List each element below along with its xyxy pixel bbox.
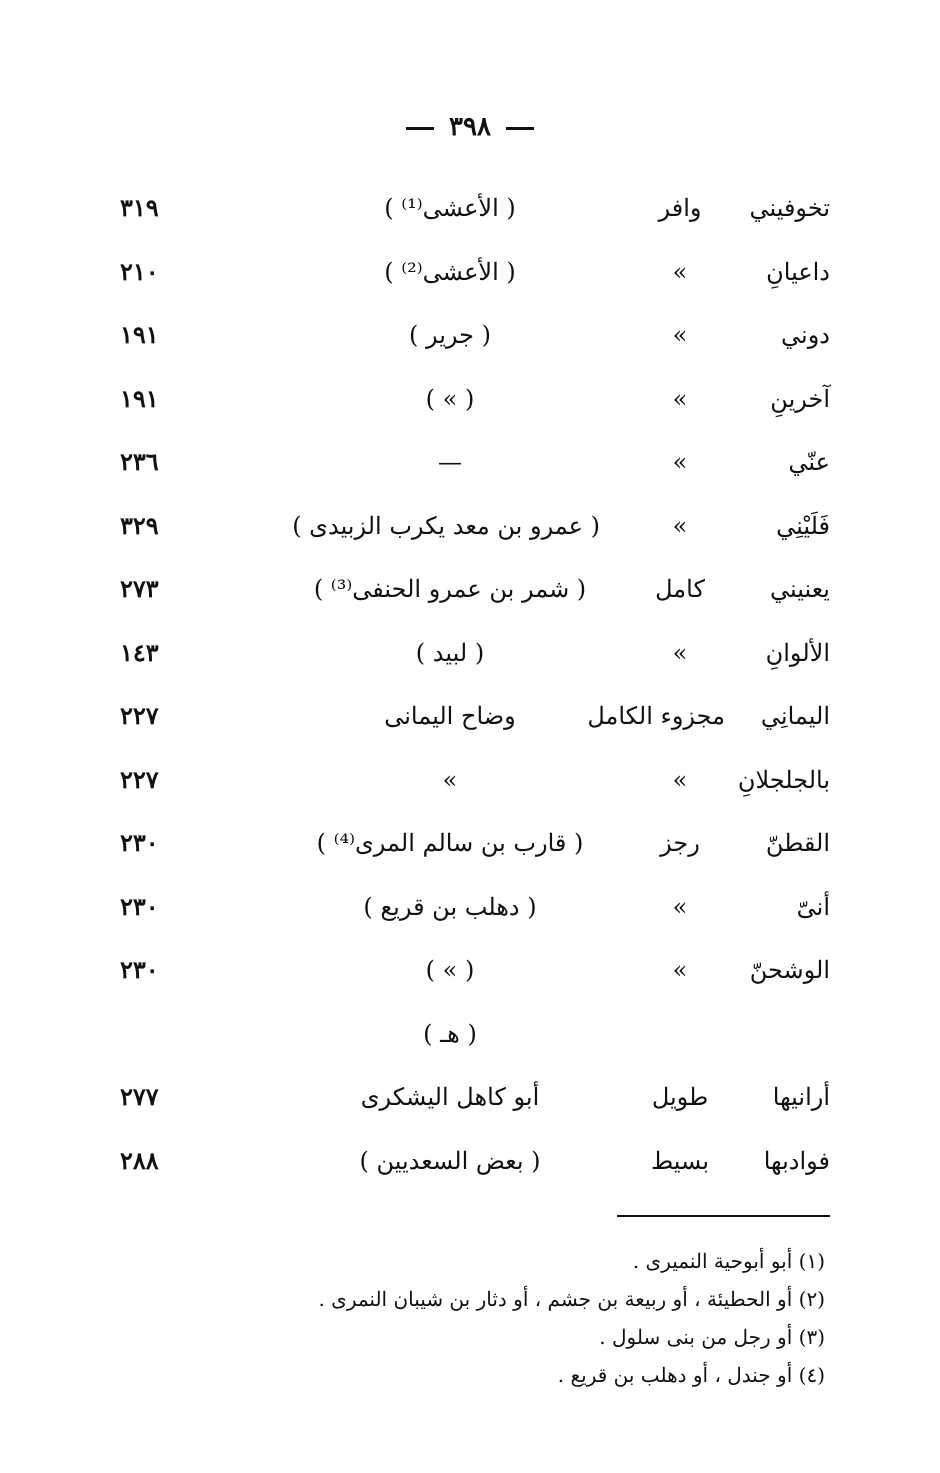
meter: » — [672, 511, 688, 540]
rhyme-word: دوني — [781, 321, 830, 349]
rhyme-word: فَلَيْنِي — [776, 511, 830, 540]
page-ref: ٢٣٠ — [120, 955, 159, 984]
rhyme-word: يعنيني — [770, 575, 830, 603]
index-row — [120, 1069, 830, 1133]
footnote-separator — [617, 1215, 830, 1217]
poet: ( شمر بن عمرو الحنفى⁽³⁾ ) — [313, 575, 587, 603]
page-ref: ٢٧٣ — [120, 574, 159, 603]
page-ref: ٣١٩ — [120, 193, 159, 222]
meter: » — [672, 257, 688, 286]
meter: كامل — [655, 575, 705, 603]
section-heading: ( هـ ) — [423, 1019, 477, 1048]
meter: بسيط — [650, 1146, 710, 1175]
index-row — [120, 625, 830, 689]
poet: ( بعض السعديين ) — [359, 1146, 541, 1175]
page-ref: ١٩١ — [120, 383, 159, 413]
index-row — [120, 815, 830, 879]
page-ref: ٢١٠ — [120, 256, 159, 286]
footnote-3: (٣) أو رجل من بنى سلول . — [599, 1325, 825, 1349]
footnotes — [265, 1242, 825, 1394]
rhyme-word: فوادبها — [763, 1146, 830, 1175]
poet: ( دهلب بن قريع ) — [363, 892, 537, 921]
page-ref: ١٩١ — [120, 320, 159, 349]
index-row — [120, 371, 830, 435]
index-row — [120, 180, 830, 244]
meter: » — [672, 765, 688, 794]
page-number — [0, 112, 940, 142]
meter: » — [672, 321, 688, 349]
rhyme-word: اليمانِي — [760, 702, 830, 730]
index-row — [120, 879, 830, 943]
rhyme-word: بالجلجلانِ — [737, 765, 830, 794]
rhyme-word: آخرينِ — [770, 384, 830, 413]
page-ref: ٢٧٧ — [120, 1082, 159, 1111]
poet: — — [438, 448, 462, 476]
meter: » — [672, 956, 688, 984]
index-row — [120, 688, 830, 752]
meter: طويل — [651, 1083, 709, 1111]
poet: ( عمرو بن معد يكرب الزبيدى ) — [292, 511, 600, 540]
footnote-1: (١) أبو أبوحية النميرى . — [632, 1249, 825, 1273]
meter: رجز — [660, 829, 700, 857]
page-ref: ٢٨٨ — [120, 1145, 159, 1175]
poet: ( قارب بن سالم المرى⁽⁴⁾ ) — [316, 829, 584, 857]
rhyme-word: داعيانِ — [766, 257, 830, 286]
section-heading-row — [120, 1006, 830, 1070]
page-ref: ٢٢٧ — [120, 701, 159, 730]
poet: أبو كاهل اليشكرى — [360, 1083, 540, 1111]
poet: ( الأعشى⁽²⁾ ) — [384, 257, 516, 286]
index-row — [120, 498, 830, 562]
poet: وضاح اليمانى — [384, 702, 516, 730]
meter: » — [672, 892, 688, 921]
index-row — [120, 244, 830, 308]
page-ref: ٢٣٦ — [120, 447, 159, 476]
index-row — [120, 307, 830, 371]
page-ref: ٢٣٠ — [120, 828, 159, 857]
meter: » — [672, 638, 688, 667]
page-number-value: ٣٩٨ — [449, 112, 491, 142]
poet: ( جرير ) — [409, 321, 491, 349]
footnote-4: (٤) أو جندل ، أو دهلب بن قريع . — [557, 1363, 825, 1387]
poet: ( لبيد ) — [415, 638, 485, 667]
rhyme-word: أنىّ — [796, 892, 830, 921]
index-row — [120, 561, 830, 625]
meter: » — [672, 448, 688, 476]
rhyme-word: أرانيها — [772, 1083, 830, 1111]
index-row — [120, 942, 830, 1006]
page-ref: ٢٢٧ — [120, 764, 159, 794]
rhyme-word: تخوفيني — [749, 194, 830, 222]
page-number-dash-left — [406, 127, 434, 130]
rhyme-word: القطنّ — [765, 829, 830, 857]
page-number-dash-right — [506, 127, 534, 130]
meter: » — [672, 384, 688, 413]
poet: » — [442, 765, 458, 794]
rhyme-word: الوشحنّ — [749, 956, 830, 984]
poet: ( الأعشى⁽¹⁾ ) — [384, 194, 516, 222]
page-ref: ١٤٣ — [120, 637, 159, 667]
poet: ( » ) — [425, 956, 475, 984]
page-ref: ٢٣٠ — [120, 891, 159, 921]
index-row — [120, 752, 830, 816]
page-ref: ٣٢٩ — [120, 510, 159, 540]
rhyme-word: الألوانِ — [765, 638, 830, 667]
index-row — [120, 1133, 830, 1197]
meter: وافر — [658, 194, 702, 222]
meter: مجزوء الكامل — [587, 702, 725, 730]
rhyme-word: عنّي — [788, 448, 830, 476]
poet: ( » ) — [425, 384, 475, 413]
footnote-2: (٢) أو الحطيئة ، أو ربيعة بن جشم ، أو دثار بن شيبان النمرى . — [318, 1287, 825, 1311]
rhyme-index-table — [120, 180, 830, 1196]
index-row — [120, 434, 830, 498]
